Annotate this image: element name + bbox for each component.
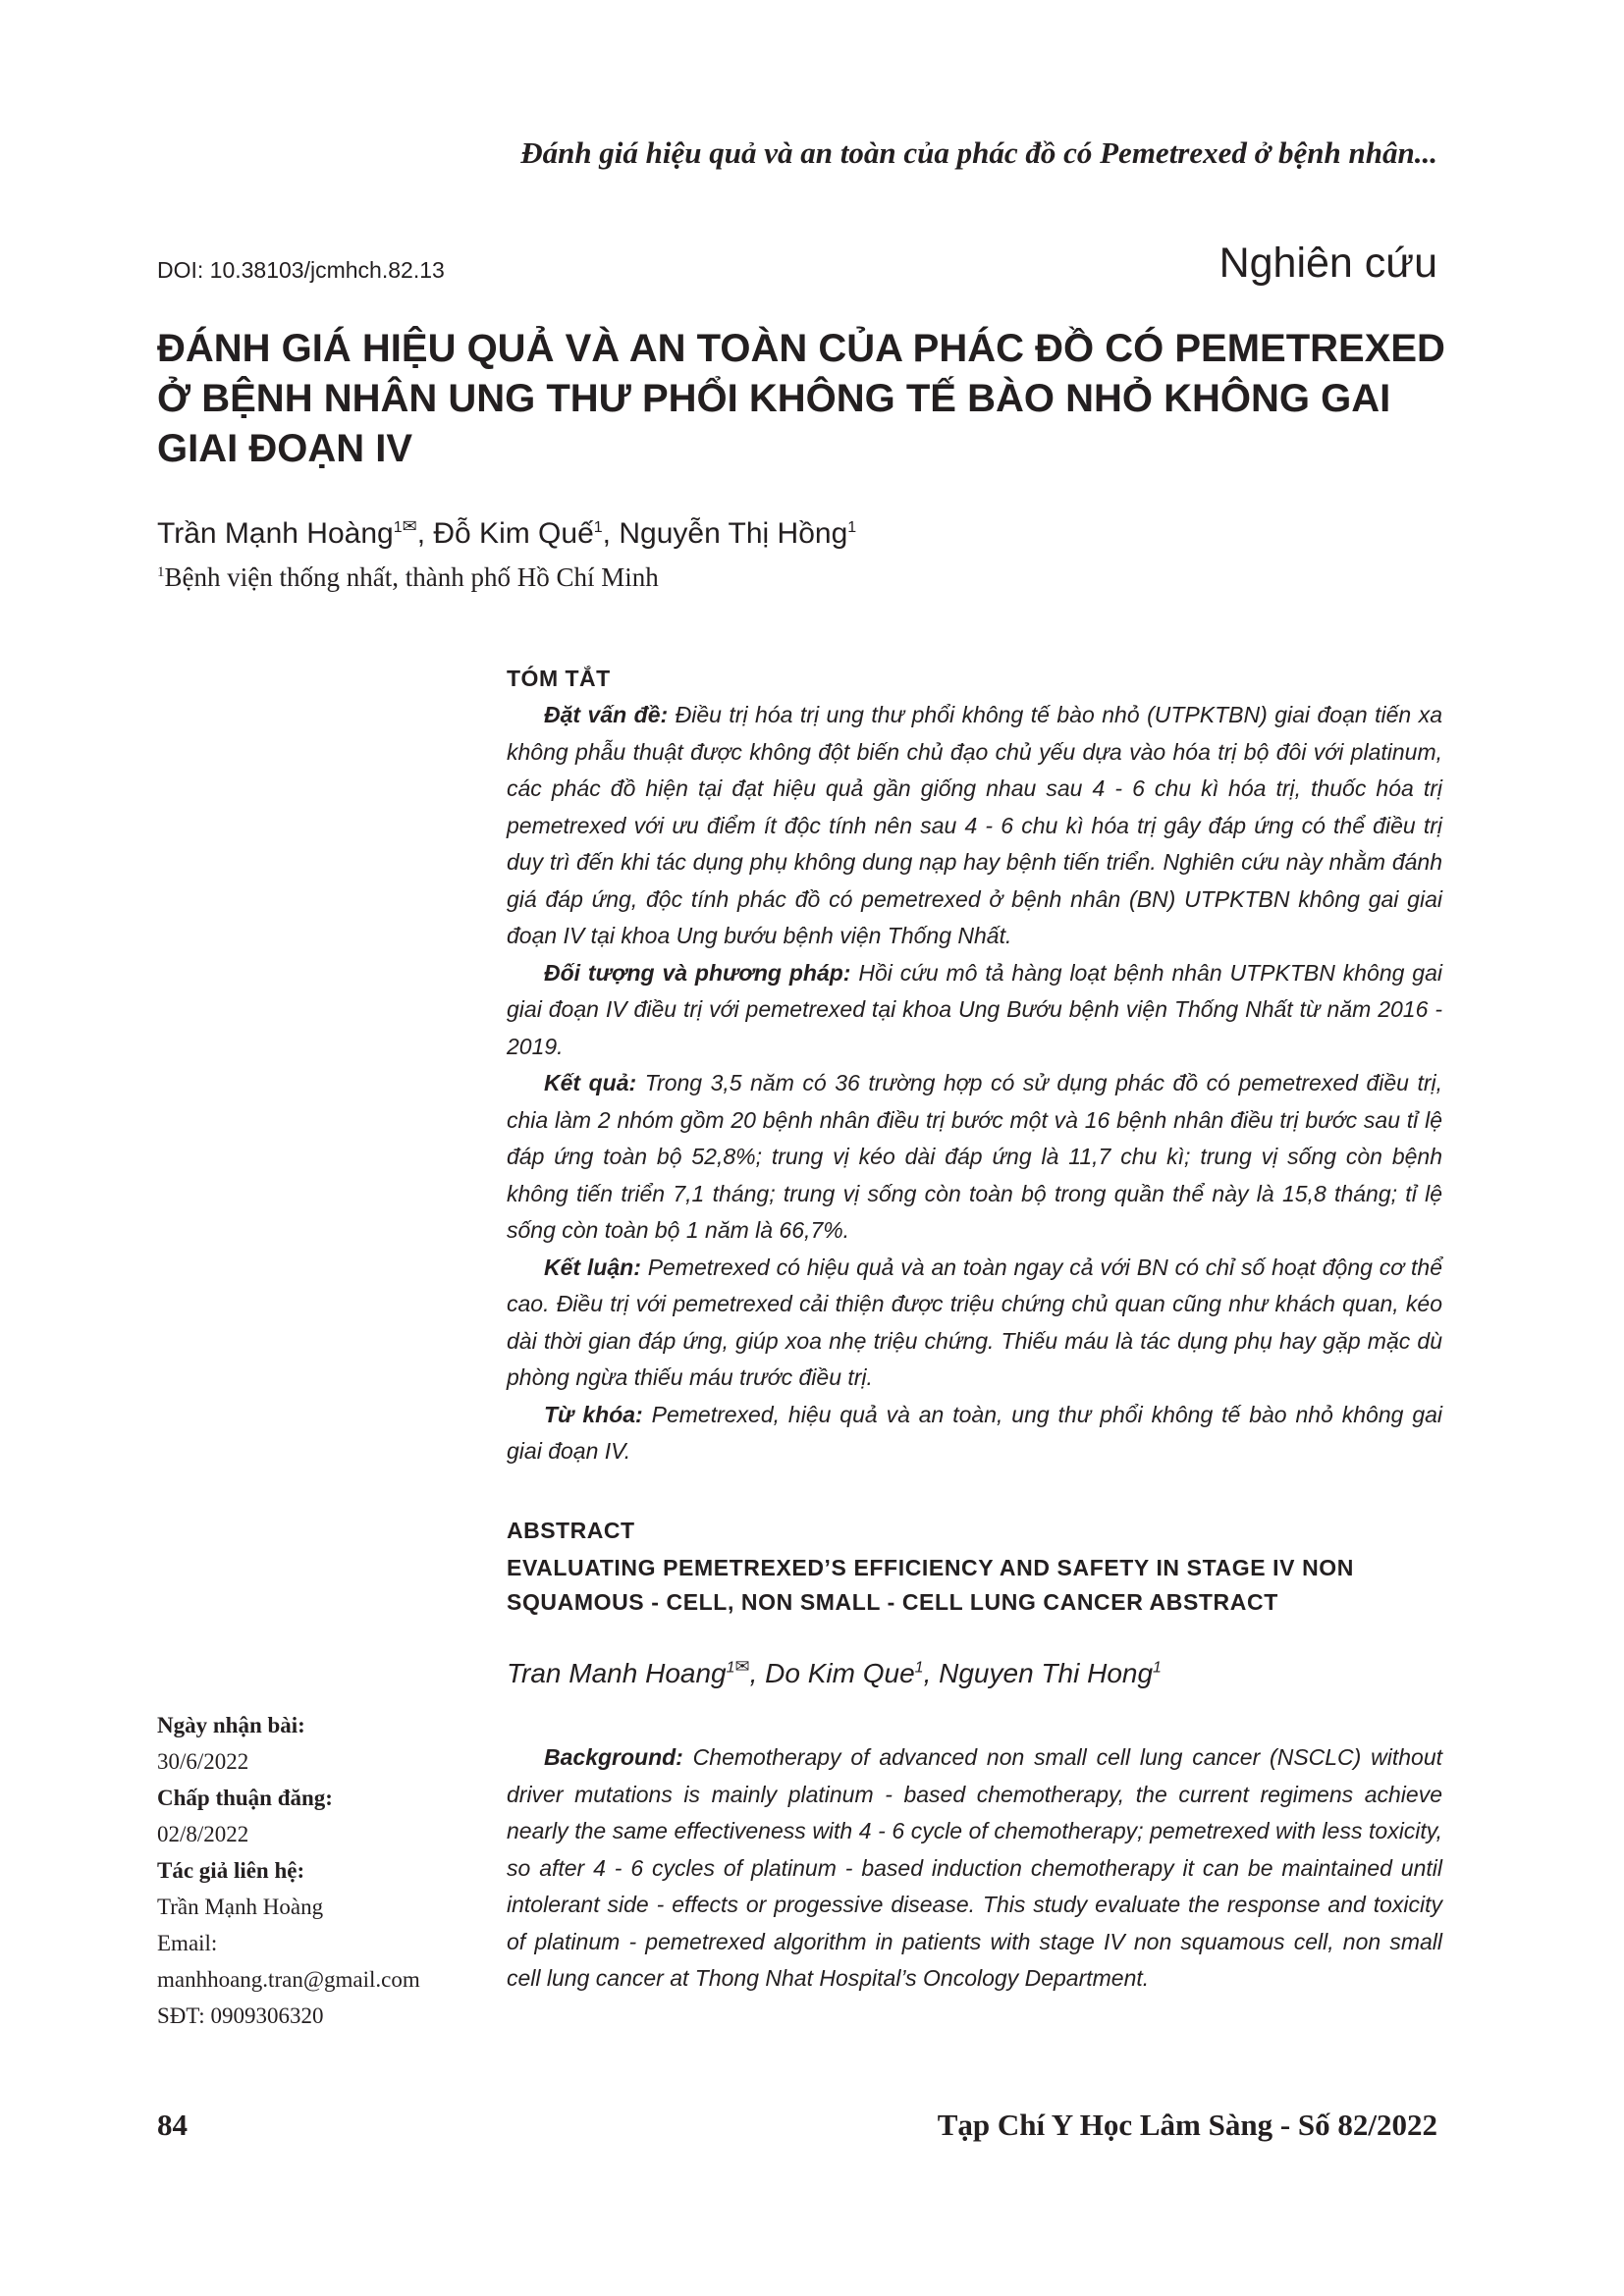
doi: DOI: 10.38103/jcmhch.82.13 — [157, 257, 445, 283]
author-affiliation-mark: 1 — [726, 1659, 735, 1677]
summary-label: Đặt vấn đề: — [544, 702, 669, 727]
phone-number: SĐT: 0909306320 — [157, 2003, 324, 2028]
author-name: Nguyen Thi Hong — [939, 1658, 1154, 1688]
summary-text: Pemetrexed, hiệu quả và an toàn, ung thư phổi không tế bào nhỏ không gai giai đoạn IV. — [507, 1401, 1443, 1464]
received-label: Ngày nhận bài: — [157, 1713, 305, 1737]
summary-body — [507, 697, 1442, 1470]
accepted-label: Chấp thuận đăng: — [157, 1786, 333, 1810]
summary-label: Kết luận: — [544, 1254, 641, 1280]
summary-paragraph — [507, 697, 1442, 955]
author-name: Tran Manh Hoang — [507, 1658, 727, 1688]
summary-text: Trong 3,5 năm có 36 trường hợp có sử dụng phác đồ có pemetrexed điều trị, chia làm 2 nhóm gồm 20 bệnh nhân điều trị bước một và 16 bệnh nhân điều trị bước sau tỉ lệ đáp ứng toàn bộ 52,8%; trung vị kéo dài đáp ứng là 11,7 chu kì; trung vị sống còn bệnh không tiến triển 7,1 tháng; trung vị sống còn toàn bộ trong quần thể này là 15,8 tháng; tỉ lệ sống còn toàn bộ 1 năm là 66,7%. — [507, 1070, 1443, 1243]
running-header: Đánh giá hiệu quả và an toàn của phác đồ có Pemetrexed ở bệnh nhân... — [520, 135, 1437, 170]
background-paragraph — [507, 1739, 1442, 1998]
summary-paragraph — [507, 1250, 1442, 1397]
summary-text: Hồi cứu mô tả hàng loạt bệnh nhân UTPKTBN không gai giai đoạn IV điều trị với pemetrexed tại khoa Ung Bướu bệnh viện Thống Nhất từ năm 2016 - 2019. — [507, 959, 1442, 1059]
background-text: Chemotherapy of advanced non small cell lung cancer (NSCLC) without driver mutations is mainly platinum - based chemotherapy, the current regimens achieve nearly the same effectiveness with 4 - 6 cycle of chemotherapy; pemetrexed with less toxicity, so after 4 - 6 cycles of platinum - based induction chemotherapy it can be maintained until intolerant side - effects or progessive disease. This study evaluate the response and toxicity of platinum - pemetrexed algorithm in patients with stage IV non squamous cell, non small cell lung cancer at Thong Nhat Hospital’s Oncology Department. — [507, 1744, 1443, 1991]
contact-name: Trần Mạnh Hoàng — [157, 1895, 324, 1919]
summary-label: Từ khóa: — [544, 1401, 643, 1427]
author-list-english: Tran Manh Hoang$^{1✉}$, Do Kim Que$^1$, Nguyen Thi Hong$^1$ — [507, 1656, 1162, 1688]
author-affiliation-mark: 1 — [914, 1659, 924, 1677]
envelope-icon: ✉ — [734, 1656, 750, 1677]
summary-text: Pemetrexed có hiệu quả và an toàn ngay cả với BN có chỉ số hoạt động cơ thể cao. Điều trị với pemetrexed cải thiện được triệu chứng chủ quan cũng như khách quan, kéo dài thời gian đáp ứng, giúp xoa nhẹ triệu chứng. Thiếu máu là tác dụng phụ hay gặp mặc dù phòng ngừa thiếu máu trước điều trị. — [507, 1254, 1442, 1390]
author-affiliation-mark: 1 — [847, 519, 857, 536]
abstract-heading: ABSTRACT — [507, 1518, 635, 1543]
article-info-sidebar — [157, 1707, 481, 2034]
article-title: ĐÁNH GIÁ HIỆU QUẢ VÀ AN TOÀN CỦA PHÁC ĐỒ CÓ PEMETREXED Ở BỆNH NHÂN UNG THƯ PHỔI KHÔNG TẾ BÀO NHỎ KHÔNG GAI GIAI ĐOẠN IV — [157, 327, 1445, 470]
author-affiliation-mark: 1 — [393, 519, 403, 536]
affiliation-text: Bệnh viện thống nhất, thành phố Hồ Chí Minh — [164, 562, 659, 592]
background-label: Background: — [544, 1744, 683, 1770]
page-number: 84 — [157, 2108, 188, 2142]
summary-paragraph — [507, 1065, 1442, 1250]
journal-footer: Tạp Chí Y Học Lâm Sàng - Số 82/2022 — [937, 2108, 1437, 2142]
author-name: Đỗ Kim Quế — [433, 517, 594, 550]
abstract-title: EVALUATING PEMETREXED’S EFFICIENCY AND SAFETY IN STAGE IV NON SQUAMOUS - CELL, NON SMALL - CELL LUNG CANCER ABSTRACT — [507, 1555, 1354, 1615]
abstract-background — [507, 1739, 1442, 1998]
envelope-icon: ✉ — [402, 516, 417, 536]
author-affiliation-mark: 1 — [1153, 1659, 1162, 1677]
summary-label: Đối tượng và phương pháp: — [544, 959, 851, 986]
affiliation — [157, 562, 659, 593]
author-affiliation-mark: 1 — [593, 519, 603, 536]
accepted-date: 02/8/2022 — [157, 1822, 249, 1846]
author-name: Trần Mạnh Hoàng — [157, 517, 394, 550]
email-address[interactable]: manhhoang.tran@gmail.com — [157, 1967, 420, 1992]
summary-paragraph — [507, 955, 1442, 1066]
affiliation-mark: 1 — [157, 564, 165, 580]
author-name: Do Kim Que — [765, 1658, 915, 1688]
author-name: Nguyễn Thị Hồng — [619, 517, 848, 550]
summary-text: Điều trị hóa trị ung thư phổi không tế bào nhỏ (UTPKTBN) giai đoạn tiến xa không phẫu thuật được không đột biến chủ đạo chủ yếu dựa vào hóa trị bộ đôi với platinum, các phác đồ hiện tại đạt hiệu quả gần giống nhau sau 4 - 6 chu kì hóa trị, thuốc hóa trị pemetrexed với ưu điểm ít độc tính nên sau 4 - 6 chu kì hóa trị gây đáp ứng có thể điều trị duy trì đến khi tác dụng phụ không dung nạp hay bệnh tiến triển. Nghiên cứu này nhằm đánh giá đáp ứng, độc tính phác đồ có pemetrexed ở bệnh nhân (BN) UTPKTBN không gai giai đoạn IV tại khoa Ung bướu bệnh viện Thống Nhất. — [507, 702, 1442, 948]
summary-label: Kết quả: — [544, 1070, 637, 1095]
received-date: 30/6/2022 — [157, 1749, 249, 1774]
email-label: Email: — [157, 1931, 218, 1955]
article-category: Nghiên cứu — [1218, 240, 1437, 287]
summary-heading: TÓM TẮT — [507, 666, 611, 691]
contact-label: Tác giả liên hệ: — [157, 1858, 305, 1883]
author-list: Trần Mạnh Hoàng$^{1✉}$, Đỗ Kim Quế$^1$, Nguyễn Thị Hồng$^1$ — [157, 516, 857, 550]
summary-paragraph — [507, 1397, 1442, 1470]
